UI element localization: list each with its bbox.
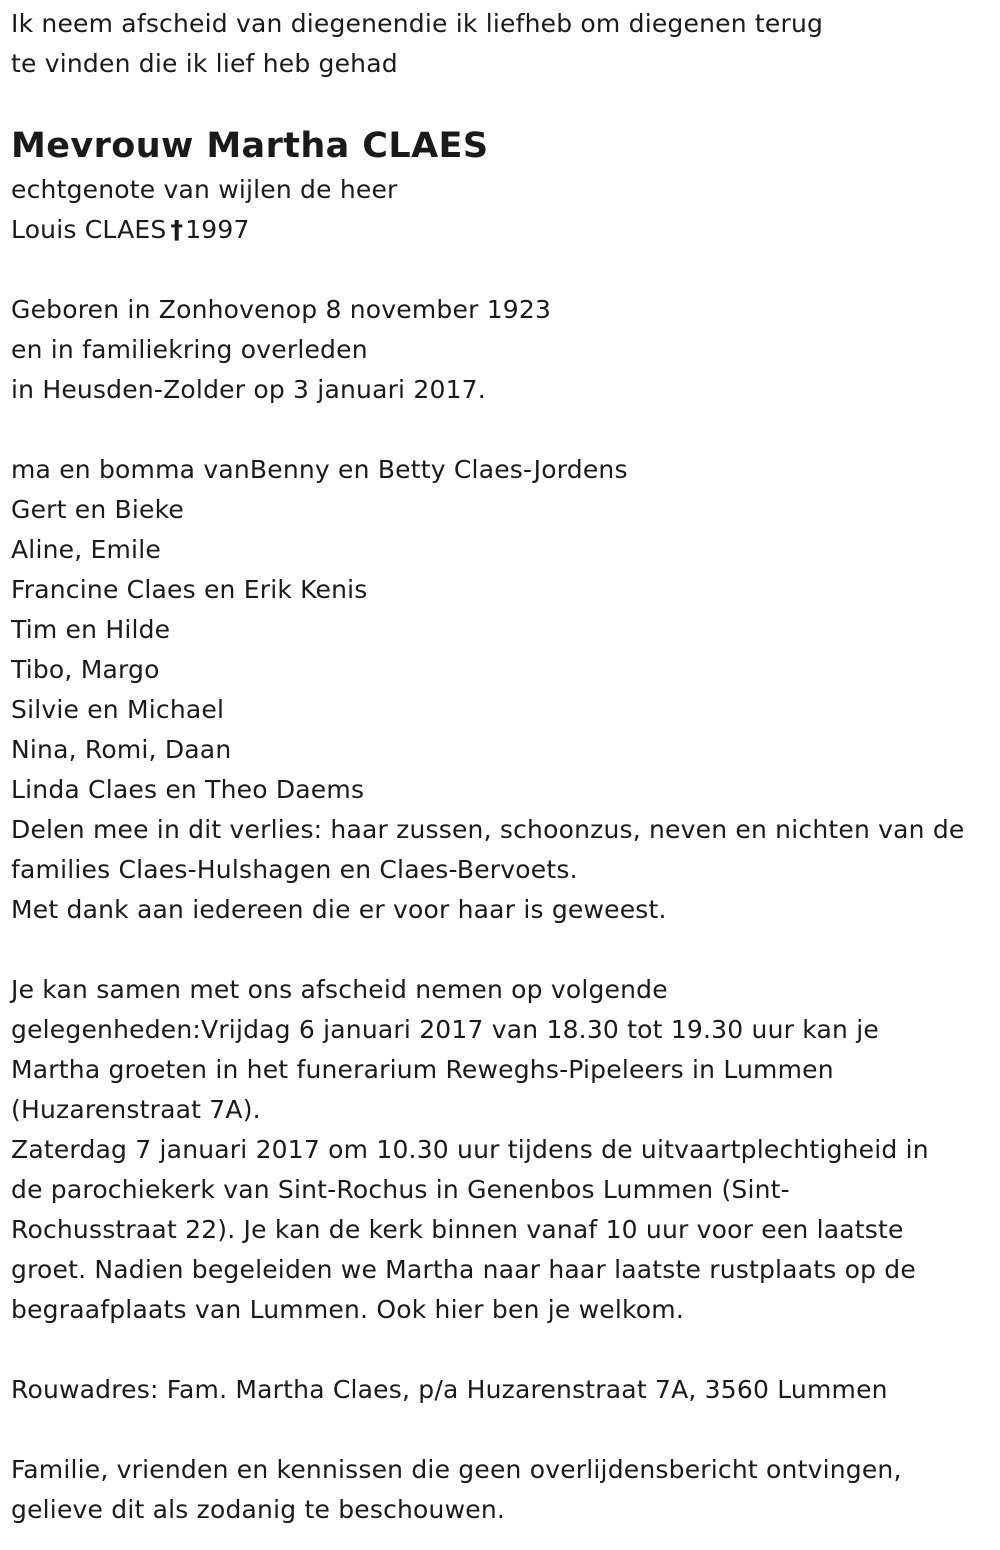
spouse-death-year: 1997 [185, 215, 250, 244]
motto [11, 4, 996, 84]
ceremony-line: de parochiekerk van Sint-Rochus in Genenbos Lummen (Sint- [11, 1175, 790, 1204]
ceremony-line: Rochusstraat 22). Je kan de kerk binnen vanaf 10 uur voor een laatste [11, 1215, 904, 1244]
family-line: Linda Claes en Theo Daems [11, 775, 365, 804]
relation-line: echtgenote van wijlen de heer [11, 175, 398, 204]
ceremony-line: Zaterdag 7 januari 2017 om 10.30 uur tijdens de uitvaartplechtigheid in [11, 1135, 929, 1164]
date-line: Geboren in Zonhovenop 8 november 1923 [11, 295, 552, 324]
family-line: Nina, Romi, Daan [11, 735, 232, 764]
family-line: Aline, Emile [11, 535, 161, 564]
family-line: Gert en Bieke [11, 495, 184, 524]
ceremony-line: Martha groeten in het funerarium Reweghs-Pipeleers in Lummen [11, 1055, 834, 1084]
spouse-line [11, 210, 996, 250]
motto-line: Ik neem afscheid van diegenendie ik liefheb om diegenen terug [11, 9, 824, 38]
family-line: Tim en Hilde [11, 615, 171, 644]
spouse-name: Louis CLAES [11, 215, 167, 244]
family-line: ma en bomma vanBenny en Betty Claes-Jordens [11, 455, 628, 484]
mourning-address: Rouwadres: Fam. Martha Claes, p/a Huzarenstraat 7A, 3560 Lummen [11, 1375, 888, 1404]
dates-section [11, 290, 996, 410]
ceremony-line: Je kan samen met ons afscheid nemen op volgende [11, 975, 668, 1004]
ceremony-line: gelegenheden:Vrijdag 6 januari 2017 van 18.30 tot 19.30 uur kan je [11, 1015, 879, 1044]
motto-line: te vinden die ik lief heb gehad [11, 49, 398, 78]
family-line: Delen mee in dit verlies: haar zussen, schoonzus, neven en nichten van de [11, 815, 965, 844]
family-line: families Claes-Hulshagen en Claes-Bervoets. [11, 855, 578, 884]
spacer [11, 930, 996, 970]
family-line: Francine Claes en Erik Kenis [11, 575, 368, 604]
ceremony-section [11, 970, 996, 1330]
spacer [11, 250, 996, 290]
family-line: Met dank aan iedereen die er voor haar is geweest. [11, 895, 667, 924]
spacer [11, 410, 996, 450]
family-line: Tibo, Margo [11, 655, 160, 684]
closing-line: Familie, vrienden en kennissen die geen overlijdensbericht ontvingen, [11, 1455, 902, 1484]
spacer [11, 1410, 996, 1450]
date-line: en in familiekring overleden [11, 335, 368, 364]
closing-line: gelieve dit als zodanig te beschouwen. [11, 1495, 506, 1524]
obituary-document [11, 4, 996, 1530]
ceremony-line: (Huzarenstraat 7A). [11, 1095, 261, 1124]
deceased-name: Mevrouw Martha CLAES [11, 126, 489, 166]
closing-section [11, 1450, 996, 1530]
cross-icon: † [170, 215, 184, 244]
family-section [11, 450, 996, 930]
date-line: in Heusden-Zolder op 3 januari 2017. [11, 375, 486, 404]
ceremony-line: begraafplaats van Lummen. Ook hier ben je welkom. [11, 1295, 684, 1324]
spacer [11, 1330, 996, 1370]
family-line: Silvie en Michael [11, 695, 225, 724]
ceremony-line: groet. Nadien begeleiden we Martha naar haar laatste rustplaats op de [11, 1255, 916, 1284]
